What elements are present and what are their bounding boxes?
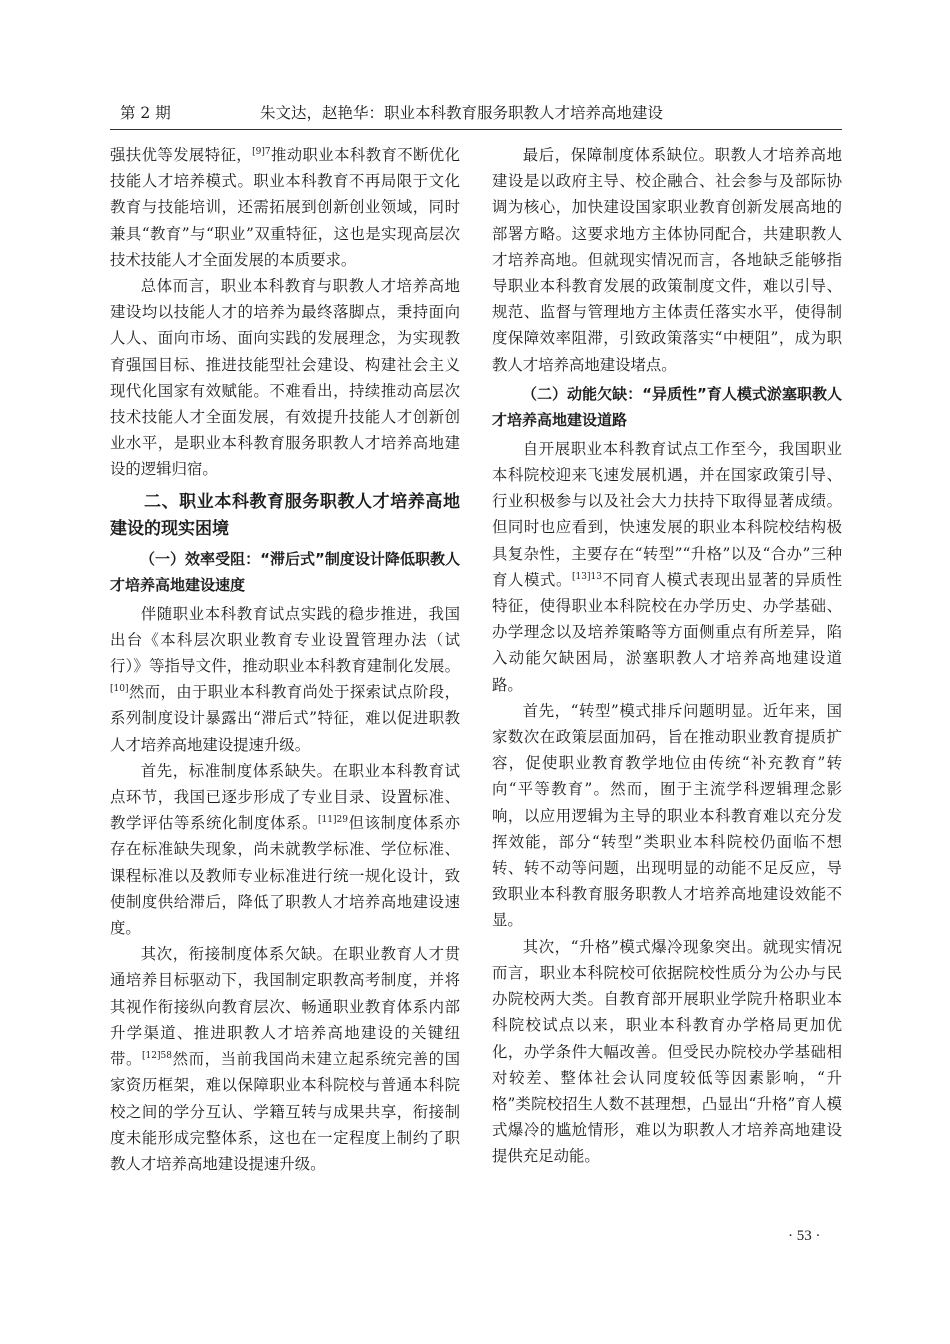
issue-label: 第 2 期: [120, 104, 171, 122]
citation: [13]13: [572, 571, 602, 582]
subsection-heading: （二）动能欠缺：“异质性”育人模式淤塞职教人才培养高地建设道路: [492, 384, 842, 429]
paragraph: 首先，“转型”模式排斥问题明显。近年来，国家数次在政策层面加码，旨在推动职业教育提质扩容，促使职业教育教学地位由传统“补充教育”转向“平等教育”。然而，囿于主流学科逻辑理念影响，以应用逻辑为主导的职业本科教育难以充分发挥效能，部分“转型”类职业本科院校仍面临不想转、转不动等问题，出现明显的动能不足反应，导致职业本科教育服务职教人才培养高地建设效能不显。: [492, 701, 842, 930]
running-title: 朱文达，赵艳华：职业本科教育服务职教人才培养高地建设: [260, 104, 664, 122]
running-header: [110, 100, 842, 126]
citation: [12]58: [142, 1051, 172, 1062]
paragraph: 首先，标准制度体系缺失。在职业本科教育试点环节，我国已逐步形成了专业目录、设置标准、教学评估等系统化制度体系。$^{[11]29}$但该制度体系亦存在标准缺失现象，尚未就教学标准、学位标准、课程标准以及教师专业标准进行统一规化设计，致使制度供给滞后，降低了职教人才培养高地建设速度。: [110, 761, 460, 938]
citation: [11]29: [318, 815, 348, 826]
paragraph: 其次，“升格”模式爆冷现象突出。就现实情况而言，职业本科院校可依据院校性质分为公办与民办院校两大类。自教育部开展职业学院升格职业本科院校试点以来，职业本科教育办学格局更加优化，办学条件大幅改善。但受民办院校办学基础相对较差、整体社会认同度较低等因素影响，“升格”类院校招生人数不甚理想，凸显出“升格”育人模式爆冷的尴尬情形，难以为职教人才培养高地建设提供充足动能。: [492, 937, 842, 1166]
paragraph: 自开展职业本科教育试点工作至今，我国职业本科院校迎来飞速发展机遇，并在国家政策引导、行业积极参与以及社会大力扶持下取得显著成绩。但同时也应看到，快速发展的职业本科院校结构极具复杂性，主要存在“转型”“升格”以及“合办”三种育人模式。$^{[13]13}$不同育人模式表现出显著的异质性特征，使得职业本科院校在办学历史、办学基础、办学理念以及培养策略等方面侧重点有所差异，陷入动能欠缺困局，淤塞职教人才培养高地建设道路。: [492, 439, 842, 694]
paragraph: 其次，衔接制度体系欠缺。在职业教育人才贯通培养目标驱动下，我国制定职教高考制度，并将其视作衔接纵向教育层次、畅通职业教育体系内部升学渠道、推进职教人才培养高地建设的关键纽带。$^{[12]58}$然而，当前我国尚未建立起系统完善的国家资历框架，难以保障职业本科院校与普通本科院校之间的学分互认、学籍互转与成果共享，衔接制度未能形成完整体系，这也在一定程度上制约了职教人才培养高地建设提速升级。: [110, 945, 460, 1173]
paragraph: 总体而言，职业本科教育与职教人才培养高地建设均以技能人才的培养为最终落脚点，秉持面向人人、面向市场、面向实践的发展理念，为实现教育强国目标、推进技能型社会建设、构建社会主义现代化国家有效赋能。不难看出，持续推动高层次技术技能人才全面发展，有效提升技能人才创新创业水平，是职业本科教育服务职教人才培养高地建设的逻辑归宿。: [110, 277, 460, 479]
citation: [10]: [110, 684, 129, 695]
paragraph: 强扶优等发展特征，$^{[9]7}$推动职业本科教育不断优化技能人才培养模式。职业本科教育不再局限于文化教育与技能培训，还需拓展到创新创业领域，同时兼具“教育”与“职业”双重特征，这也是实现高层次技术技能人才全面发展的本质要求。: [110, 146, 460, 269]
header-rule: [110, 129, 842, 130]
paragraph: 最后，保障制度体系缺位。职教人才培养高地建设是以政府主导、校企融合、社会参与及部际协调为核心，加快建设国家职业教育创新发展高地的部署方略。这要求地方主体协同配合，共建职教人才培养高地。但就现实情况而言，各地缺乏能够指导职业本科教育发展的政策制度文件，难以引导、规范、监督与管理地方主体责任落实水平，使得制度保障效率阻滞，引致政策落实“中梗阻”，成为职教人才培养高地建设堵点。: [492, 146, 842, 374]
paragraph: 伴随职业本科教育试点实践的稳步推进，我国出台《本科层次职业教育专业设置管理办法（试行）》等指导文件，推动职业本科教育建制化发展。[10]然而，由于职业本科教育尚处于探索试点阶段，系列制度设计暴露出“滞后式”特征，难以促进职教人才培养高地建设提速升级。: [110, 604, 460, 754]
right-column: [492, 142, 842, 1170]
citation: [9]7: [252, 147, 271, 157]
subsection-heading: （一）效率受阻：“滞后式”制度设计降低职教人才培养高地建设速度: [110, 549, 460, 594]
page-number: · 53 ·: [788, 1228, 821, 1244]
left-column: [110, 142, 460, 1177]
section-heading: 二、职业本科教育服务职教人才培养高地建设的现实困境: [110, 491, 460, 539]
